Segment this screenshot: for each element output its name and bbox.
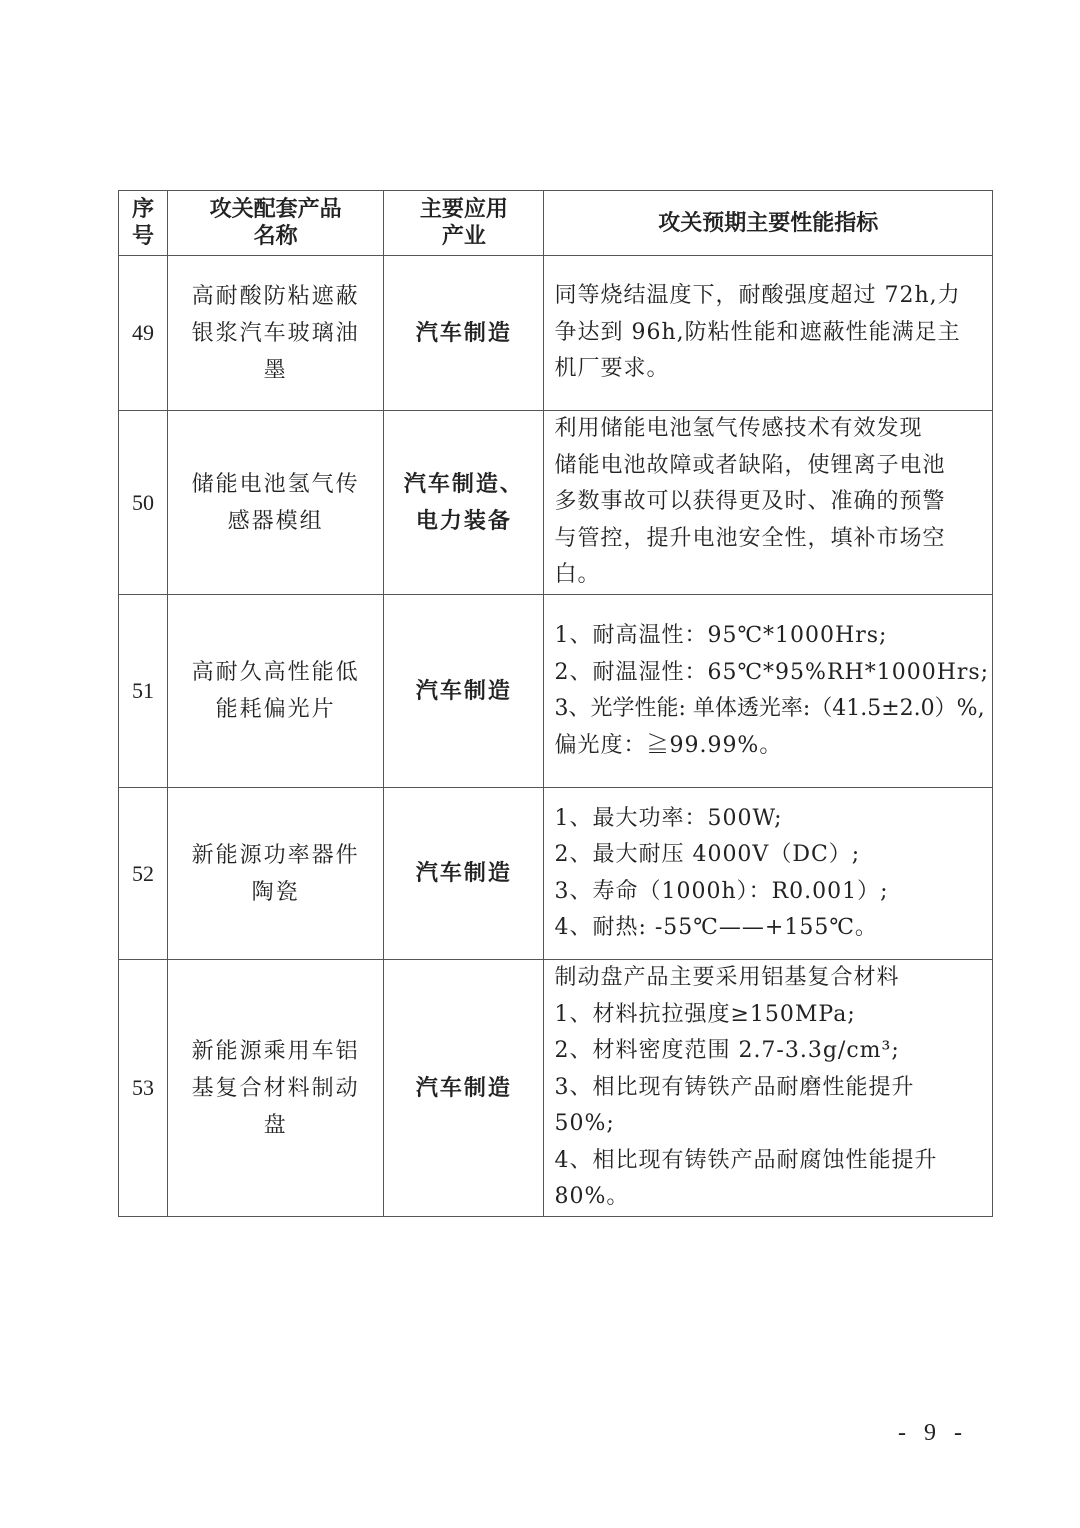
table-row bbox=[119, 788, 993, 960]
performance-spec: 1、耐高温性：95℃*1000Hrs; 2、耐温湿性：65℃*95%RH*1000Hrs; 3、光学性能: 单体透光率:（41.5±2.0）%, 偏光度：≧99.99%。 bbox=[544, 595, 993, 788]
industry: 汽车制造、 电力装备 bbox=[384, 411, 544, 595]
table-row bbox=[119, 595, 993, 788]
performance-spec: 同等烧结温度下，耐酸强度超过 72h,力 争达到 96h,防粘性能和遮蔽性能满足主 机厂要求。 bbox=[544, 256, 993, 411]
performance-spec: 利用储能电池氢气传感技术有效发现 储能电池故障或者缺陷，使锂离子电池 多数事故可以获得更及时、准确的预警 与管控，提升电池安全性，填补市场空 白。 bbox=[544, 411, 993, 595]
header-industry: 主要应用 产业 bbox=[384, 191, 544, 256]
row-number: 53 bbox=[119, 960, 168, 1217]
row-number: 52 bbox=[119, 788, 168, 960]
product-name: 新能源功率器件 陶瓷 bbox=[168, 788, 384, 960]
product-table bbox=[118, 190, 993, 1217]
product-name: 高耐久高性能低 能耗偏光片 bbox=[168, 595, 384, 788]
table-row bbox=[119, 960, 993, 1217]
row-number: 50 bbox=[119, 411, 168, 595]
product-name: 新能源乘用车铝 基复合材料制动 盘 bbox=[168, 960, 384, 1217]
industry: 汽车制造 bbox=[384, 960, 544, 1217]
header-number: 序 号 bbox=[119, 191, 168, 256]
industry: 汽车制造 bbox=[384, 595, 544, 788]
table-row bbox=[119, 411, 993, 595]
product-name: 储能电池氢气传 感器模组 bbox=[168, 411, 384, 595]
industry: 汽车制造 bbox=[384, 788, 544, 960]
page-number: - 9 - bbox=[898, 1420, 968, 1446]
product-name: 高耐酸防粘遮蔽 银浆汽车玻璃油 墨 bbox=[168, 256, 384, 411]
performance-spec: 1、最大功率：500W; 2、最大耐压 4000V（DC）; 3、寿命（1000h）：R0.001）; 4、耐热: -55℃——+155℃。 bbox=[544, 788, 993, 960]
table-row bbox=[119, 256, 993, 411]
row-number: 51 bbox=[119, 595, 168, 788]
table-header-row bbox=[119, 191, 993, 256]
header-spec: 攻关预期主要性能指标 bbox=[544, 191, 993, 256]
performance-spec: 制动盘产品主要采用铝基复合材料 1、材料抗拉强度≥150MPa; 2、材料密度范围 2.7-3.3g/cm³; 3、相比现有铸铁产品耐磨性能提升 50%; 4、相比现有铸铁产品耐腐蚀性能提升 80%。 bbox=[544, 960, 993, 1217]
header-product-name: 攻关配套产品 名称 bbox=[168, 191, 384, 256]
row-number: 49 bbox=[119, 256, 168, 411]
industry: 汽车制造 bbox=[384, 256, 544, 411]
